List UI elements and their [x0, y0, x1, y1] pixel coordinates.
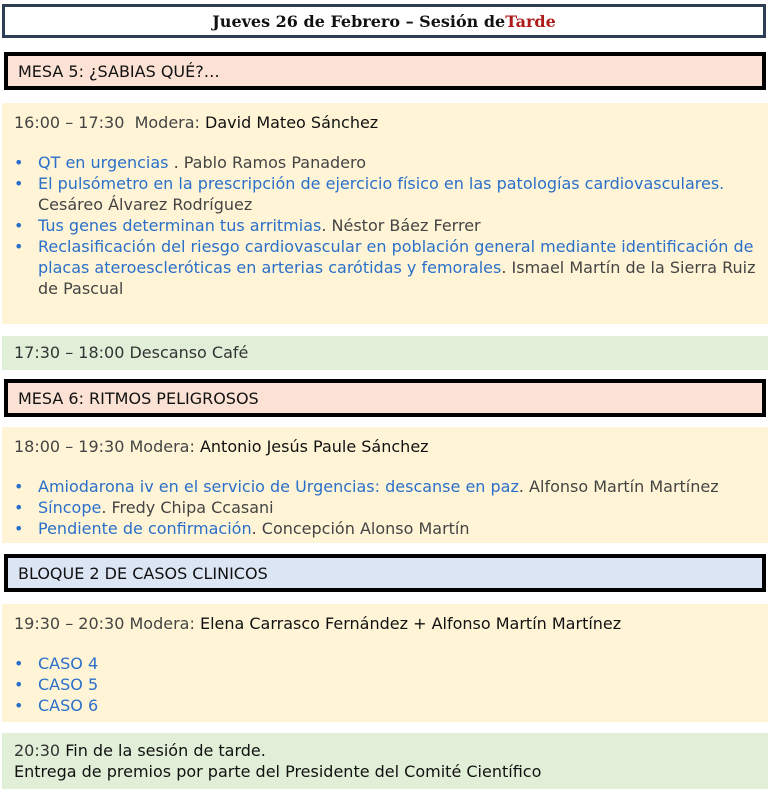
mesa5-moderator-name: David Mateo Sánchez	[205, 113, 379, 132]
bloque2-time-line	[14, 612, 758, 636]
talk-separator: .	[168, 153, 184, 172]
mesa5-panel	[2, 103, 768, 324]
list-item	[14, 497, 758, 518]
bloque2-moderator-name: Elena Carrasco Fernández + Alfonso Martín Martínez	[199, 614, 622, 633]
talk-title: Tus genes determinan tus arritmias	[38, 216, 322, 235]
bloque2-header	[4, 554, 766, 592]
case-title: CASO 6	[38, 696, 99, 715]
bullet-icon: •	[14, 498, 24, 517]
bullet-icon: •	[14, 237, 24, 256]
talk-speaker: Concepción Alonso Martín	[261, 519, 470, 538]
closing-panel	[2, 733, 768, 789]
mesa5-time: 16:00 – 17:30	[14, 113, 125, 132]
talk-title: El pulsómetro en la prescripción de ejercicio físico en las patologías cardiovasculares.	[38, 174, 725, 193]
closing-line2: Entrega de premios por parte del Presidente del Comité Científico	[14, 762, 542, 781]
bullet-icon: •	[14, 174, 24, 193]
bloque2-case-list	[14, 653, 758, 716]
mesa6-moderator-label: Modera:	[129, 437, 195, 456]
list-item	[14, 653, 758, 674]
talk-separator: .	[501, 258, 512, 277]
bullet-icon: •	[14, 519, 24, 538]
break-text: 17:30 – 18:00 Descanso Café	[14, 343, 249, 362]
talk-separator: .	[518, 477, 530, 496]
list-item	[14, 674, 758, 695]
talk-title: QT en urgencias	[38, 153, 169, 172]
bullet-icon: •	[14, 477, 24, 496]
mesa5-talk-list	[14, 152, 758, 299]
mesa6-heading: MESA 6: RITMOS PELIGROSOS	[18, 388, 259, 408]
mesa6-talk-list	[14, 476, 758, 539]
talk-separator: .	[101, 498, 112, 517]
bullet-icon: •	[14, 216, 24, 235]
talk-title: Síncope	[38, 498, 102, 517]
mesa6-panel	[2, 427, 768, 543]
talk-separator: .	[321, 216, 332, 235]
title-prefix: Jueves 26 de Febrero – Sesión de	[212, 11, 506, 31]
closing-text: Fin de la sesión de tarde.	[65, 741, 266, 760]
mesa6-time: 18:00 – 19:30	[14, 437, 125, 456]
bullet-icon: •	[14, 153, 24, 172]
closing-time: 20:30	[14, 741, 61, 760]
mesa6-time-line	[14, 435, 758, 459]
talk-speaker: Fredy Chipa Ccasani	[111, 498, 274, 517]
talk-speaker: Alfonso Martín Martínez	[529, 477, 719, 496]
list-item	[14, 173, 758, 215]
talk-title: Pendiente de confirmación	[38, 519, 252, 538]
bullet-icon: •	[14, 654, 24, 673]
bloque2-moderator-label: Modera:	[129, 614, 195, 633]
case-title: CASO 5	[38, 675, 99, 694]
title-accent: Tarde	[505, 11, 556, 31]
talk-title: Amiodarona iv en el servicio de Urgencias: descanse en paz	[38, 477, 519, 496]
bullet-icon: •	[14, 696, 24, 715]
break-panel	[2, 336, 768, 370]
bloque2-time: 19:30 – 20:30	[14, 614, 125, 633]
list-item	[14, 518, 758, 539]
list-item	[14, 236, 758, 299]
mesa5-header	[4, 52, 766, 90]
mesa6-header	[4, 379, 766, 417]
mesa5-heading: MESA 5: ¿SABIAS QUÉ?…	[18, 61, 220, 81]
list-item	[14, 695, 758, 716]
bullet-icon: •	[14, 675, 24, 694]
mesa5-moderator-label: Modera:	[134, 113, 200, 132]
talk-speaker: Néstor Báez Ferrer	[331, 216, 481, 235]
talk-speaker: Ismael Martín de la Sierra Ruiz de Pascual	[38, 258, 756, 298]
closing-line1	[14, 740, 758, 761]
page-title	[2, 4, 766, 38]
case-title: CASO 4	[38, 654, 99, 673]
talk-title: Reclasificación del riesgo cardiovascular en población general mediante identificación de placas ateroescleróticas en arterias carótidas y femorales	[38, 237, 754, 277]
list-item	[14, 215, 758, 236]
talk-separator: .	[251, 519, 262, 538]
bloque2-panel	[2, 604, 768, 722]
mesa6-moderator-name: Antonio Jesús Paule Sánchez	[199, 437, 429, 456]
list-item	[14, 152, 758, 173]
talk-speaker: Cesáreo Álvarez Rodríguez	[38, 195, 253, 214]
talk-speaker: Pablo Ramos Panadero	[183, 153, 367, 172]
mesa5-time-line	[14, 111, 758, 135]
list-item	[14, 476, 758, 497]
bloque2-heading: BLOQUE 2 DE CASOS CLINICOS	[18, 563, 268, 583]
